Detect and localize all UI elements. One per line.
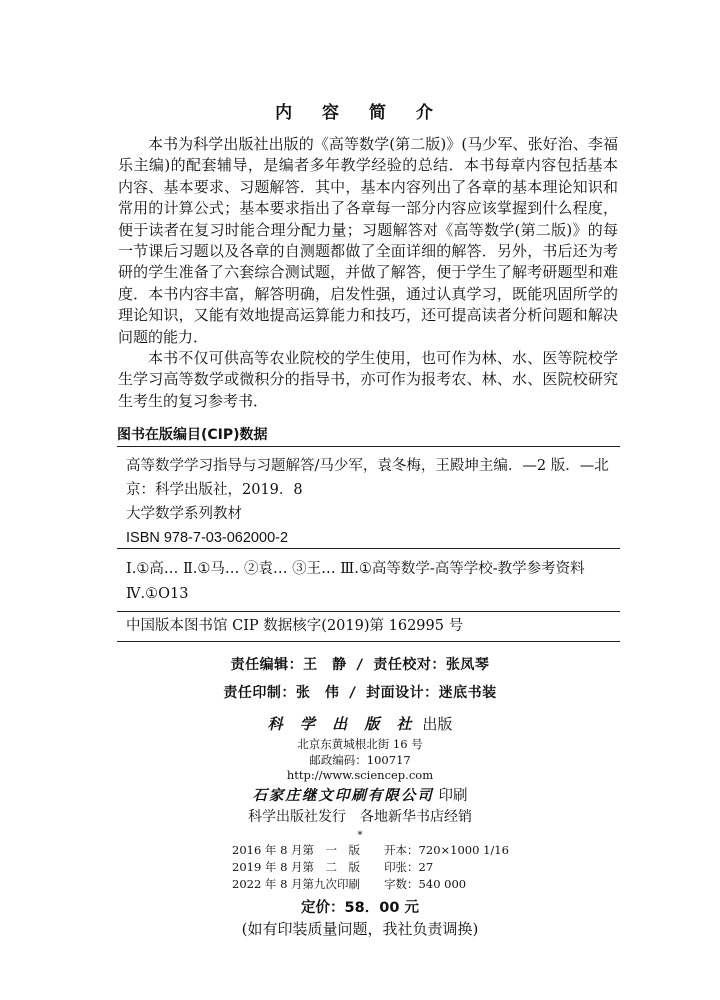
edition-spec: 开本：720×1000 1/16	[384, 843, 509, 857]
edition-spec: 印张：27	[384, 860, 434, 874]
divider	[117, 641, 620, 642]
intro-paragraph: 本书不仅可供高等农业院校的学生使用，也可作为林、水、医等院校学生学习高等数学或微积分的指导书，亦可作为报考农、林、水、医院校研究生考生的复习参考书．	[118, 349, 618, 410]
edition-info	[232, 842, 513, 893]
edition-row	[232, 859, 513, 876]
edition-date: 2019 年 8 月第 二 版	[232, 860, 361, 874]
publisher-line	[0, 713, 720, 734]
cip-main-entry: 高等数学学习指导与习题解答/马少军，袁冬梅，王殿坤主编．—2 版．—北京：科学出版社，2019．8	[126, 458, 609, 498]
publisher-logo: 科 学 出 版 社	[267, 715, 418, 733]
edition-date: 2016 年 8 月第 一 版	[232, 843, 361, 857]
quality-notice: (如有印装质量问题，我社负责调换)	[241, 920, 479, 938]
printing-credit: 责任印制：张 伟 / 封面设计：迷底书装	[223, 685, 497, 701]
cip-isbn: ISBN 978-7-03-062000-2	[126, 530, 289, 546]
printer-suffix: 印刷	[438, 788, 468, 804]
printer-line	[0, 784, 720, 805]
edition-spec: 字数：540 000	[384, 877, 467, 891]
printer-logo: 石家庄继文印刷有限公司	[252, 787, 434, 804]
divider	[117, 548, 620, 549]
separator-star: *	[357, 830, 363, 841]
publisher-postcode: 邮政编码：100717	[309, 753, 411, 767]
cip-classification: Ⅰ.①高… Ⅱ.①马… ②袁… ③王… Ⅲ.①高等数学-高等学校-教学参考资料 Ⅳ.①O13	[126, 561, 585, 602]
edition-row	[232, 842, 513, 859]
cip-series: 大学数学系列教材	[126, 506, 242, 522]
editors-credit: 责任编辑：王 静 / 责任校对：张凤琴	[230, 657, 490, 673]
page-title: 内 容 简 介	[275, 103, 445, 123]
edition-row	[232, 876, 513, 893]
intro-paragraph: 本书为科学出版社出版的《高等数学(第二版)》(马少军、张好治、李福乐主编)的配套辅导，是编者多年教学经验的总结．本书每章内容包括基本内容、基本要求、习题解答．其中，基本内容列出了各章的基本理论知识和常用的计算公式；基本要求指出了各章每一部分内容应该掌握到什么程度，便于读者在复习时能合理分配力量；习题解答对《高等数学(第二版)》的每一节课后习题以及各章的自测题都做了全面详细的解答．另外，书后还为考研的学生准备了六套综合测试题，并做了解答，便于学生了解考研题型和难度．本书内容丰富，解答明确，启发性强，通过认真学习，既能巩固所学的理论知识，又能有效地提高运算能力和技巧，还可提高读者分析问题和解决问题的能力．	[118, 135, 618, 346]
divider	[117, 611, 620, 612]
price: 定价：58．00 元	[301, 900, 419, 916]
divider	[117, 446, 620, 447]
edition-date: 2022 年 8 月第九次印刷	[232, 877, 361, 891]
publisher-url: http://www.sciencep.com	[286, 768, 434, 782]
cip-header: 图书在版编目(CIP)数据	[117, 427, 268, 443]
publisher-address: 北京东黄城根北街 16 号	[297, 737, 423, 751]
cip-number: 中国版本图书馆 CIP 数据核字(2019)第 162995 号	[126, 618, 464, 634]
distribution-line: 科学出版社发行 各地新华书店经销	[248, 809, 472, 825]
publisher-suffix: 出版	[422, 715, 453, 733]
introduction	[118, 134, 618, 412]
